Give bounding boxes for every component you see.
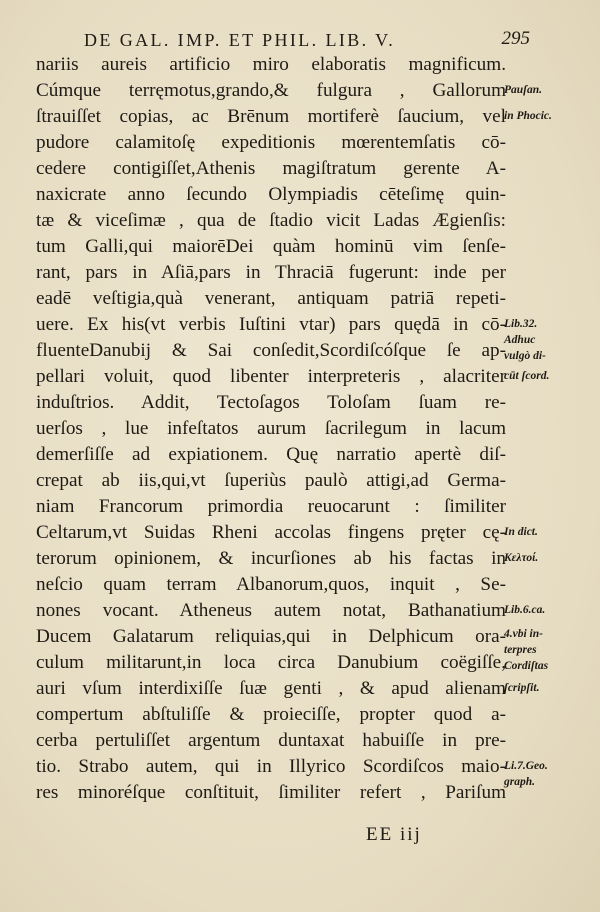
- text-line: Celtarum,vt Suidas Rheni accolas fingens pręter cę-: [36, 522, 506, 543]
- margin-note: Lib.32.: [504, 318, 538, 330]
- margin-note: In dict.: [504, 526, 538, 538]
- page-number: 295: [501, 28, 530, 49]
- margin-note: Pauſan.: [504, 84, 543, 96]
- text-line: fluenteDanubij & Sai conſedit,Scordiſcóſque ſe ap-: [36, 340, 506, 361]
- text-line: eadē veſtigia,quà venerant, antiquam patriā repeti-: [36, 288, 506, 309]
- text-line: nones vocant. Atheneus autem notat, Bathanatium: [36, 600, 506, 621]
- margin-note: Cordiſtas: [504, 660, 549, 672]
- margin-note: in Phocic.: [504, 110, 552, 122]
- text-line: res minoréſque conſtituit, ſimiliter refert , Pariſum: [36, 782, 506, 803]
- text-line: compertum abſtuliſſe & proieciſſe, propter quod a-: [36, 704, 506, 725]
- margin-note: graph.: [504, 776, 535, 788]
- text-line: crepat ab iis,qui,vt ſuperiùs paulò attigi,ad Germa-: [36, 470, 506, 491]
- margin-note: terpres: [504, 644, 537, 656]
- text-line: rant, pars in Aſiā,pars in Thraciā fugerunt: inde per: [36, 262, 506, 283]
- text-line: culum militarunt,in loca circa Danubium coëgiſſe,: [36, 652, 506, 673]
- running-head: DE GAL. IMP. ET PHIL. LIB. V.: [84, 30, 396, 50]
- text-line: tum Galli,qui maiorēDei quàm hominū vim ſenſe-: [36, 236, 506, 257]
- text-line: auri vſum interdixiſſe ſuæ genti , & apud alienam: [36, 678, 506, 699]
- text-line: cerba pertuliſſet argentum duntaxat habuiſſe in pre-: [36, 730, 506, 751]
- margin-note: ſcripſit.: [504, 682, 540, 694]
- text-line: Cúmque terręmotus,grando,& fulgura , Gallorum: [36, 80, 506, 101]
- text-line: naxicrate anno ſecundo Olympiadis cēteſimę quin-: [36, 184, 506, 205]
- margin-note: cūt ſcord.: [504, 370, 550, 382]
- text-line: cedere contigiſſet,Athenis magiſtratum gerente A-: [36, 158, 506, 179]
- margin-note: Adhuc: [504, 334, 536, 346]
- text-line: pellari voluit, quod libenter interpreteris , alacriter: [36, 366, 506, 387]
- margin-note: Lib.6.ca.: [504, 604, 546, 616]
- text-line: tæ & viceſimæ , qua de ſtadio vicit Ladas Ægienſis:: [36, 210, 506, 231]
- text-line: tio. Strabo autem, qui in Illyrico Scordiſcos maio-: [36, 756, 506, 777]
- text-line: terorum opinionem, & incurſiones ab his factas in: [36, 548, 506, 569]
- page-header: [78, 28, 530, 52]
- text-line: uerſos , lue infeſtatos aurum ſacrilegum in lacum: [36, 418, 506, 439]
- margin-note: Li.7.Geo.: [504, 760, 548, 772]
- text-line: neſcio quam terram Albanorum,quos, inquit , Se-: [36, 574, 506, 595]
- text-line: pudore calamitoſę expeditionis mœrentemſatis cō-: [36, 132, 506, 153]
- text-line: nariis aureis artificio miro elaboratis magnificum.: [36, 54, 506, 75]
- margin-note: Κελτοί.: [504, 552, 539, 564]
- text-line: demerſiſſe ad expiationem. Quę narratio apertè diſ-: [36, 444, 506, 465]
- margin-note: 4.vbi in-: [504, 628, 543, 640]
- text-line: uere. Ex his(vt verbis Iuſtini vtar) pars quędā in cō-: [36, 314, 506, 335]
- margin-note: vulgò di-: [504, 350, 546, 362]
- text-line: induſtrios. Addit, Tectoſagos Toloſam ſuam re-: [36, 392, 506, 413]
- text-line: ſtrauiſſet copias, ac Brēnum mortiferè ſaucium, vel: [36, 106, 506, 127]
- signature-mark: EE iij: [366, 824, 422, 845]
- text-line: Ducem Galatarum reliquias,qui in Delphicum ora-: [36, 626, 506, 647]
- text-line: niam Francorum primordia reuocarunt : ſimiliter: [36, 496, 506, 517]
